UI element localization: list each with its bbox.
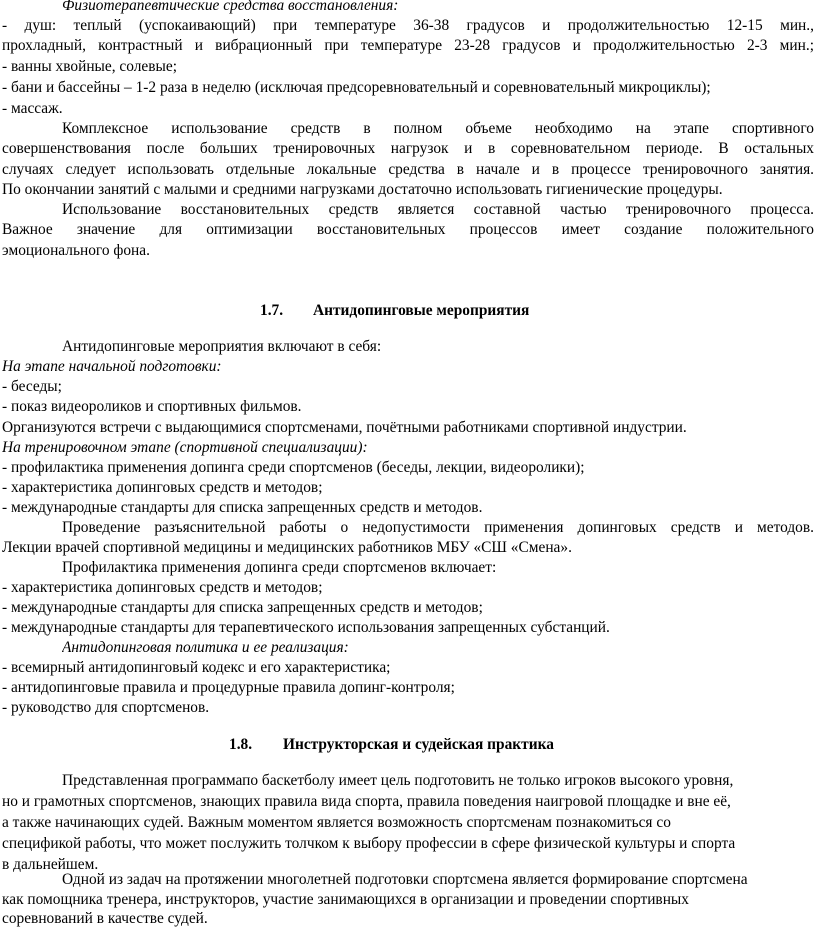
list-item: - показ видеороликов и спортивных фильмов. xyxy=(2,398,302,415)
recovery-paragraph-line: По окончании занятий с малыми и средними нагрузками достаточно использовать гигиенические процедуры. xyxy=(2,181,723,198)
section-1-7-number: 1.7. xyxy=(260,302,284,319)
list-item: - международные стандарты для списка запрещенных средств и методов. xyxy=(2,499,483,516)
list-item: - международные стандарты для терапевтического использования запрещенных субстанций. xyxy=(2,619,610,636)
list-item: - характеристика допинговых средств и методов; xyxy=(2,579,323,596)
recovery-paragraph-line: совершенствования после больших тренировочных нагрузок и в соревновательном периоде. В остальных xyxy=(2,140,814,157)
section-1-7-title: Антидопинговые мероприятия xyxy=(313,302,530,319)
practice-paragraph-line: в дальнейшем. xyxy=(2,856,99,873)
stage-title: На этапе начальной подготовки: xyxy=(2,358,222,375)
policy-title: Антидопинговая политика и ее реализация: xyxy=(62,639,349,656)
recovery-paragraph-line: случаях следует использовать отдельные локальные средства в начале и в процессе тренировочного занятия. xyxy=(2,161,814,178)
section-1-8-title: Инструкторская и судейская практика xyxy=(283,736,554,753)
list-item: - всемирный антидопинговый кодекс и его характеристика; xyxy=(2,659,391,676)
list-item: - характеристика допинговых средств и методов; xyxy=(2,479,323,496)
list-item: - международные стандарты для списка запрещенных средств и методов; xyxy=(2,599,483,616)
recovery-line: - бани и бассейны – 1-2 раза в неделю (исключая предсоревновательный и соревновательный микроциклы); xyxy=(2,79,711,96)
recovery-line: - душ: теплый (успокаивающий) при температуре 36-38 градусов и продолжительностью 12-15 мин., xyxy=(2,17,814,34)
practice-paragraph-line: Представленная программапо баскетболу имеет цель подготовить не только игроков высокого уровня, xyxy=(62,772,734,789)
list-item: - антидопинговые правила и процедурные правила допинг-контроля; xyxy=(2,679,455,696)
stage-title: На тренировочном этапе (спортивной специализации): xyxy=(2,439,368,456)
practice-paragraph-line: Одной из задач на протяжении многолетней подготовки спортсмена является формирование спортсмена xyxy=(62,871,748,888)
recovery-line: - ванны хвойные, солевые; xyxy=(2,58,177,75)
practice-paragraph-line: а также начинающих судей. Важным моментом является возможность спортсменам познакомиться со xyxy=(2,814,671,831)
recovery-line: - массаж. xyxy=(2,100,63,117)
practice-paragraph-line: спецификой работы, что может послужить толчком к выбору профессии в сфере физической культуры и спорта xyxy=(2,835,736,852)
list-item: - руководство для спортсменов. xyxy=(2,699,210,716)
practice-paragraph-line: как помощника тренера, инструкторов, участие занимающихся в организации и проведении спортивных xyxy=(2,891,689,908)
antidoping-intro: Антидопинговые мероприятия включают в себя: xyxy=(62,338,382,355)
practice-paragraph-line: но и грамотных спортсменов, знающих правила вида спорта, правила поведения наигровой площадке и вне её, xyxy=(2,793,731,810)
section-1-8-number: 1.8. xyxy=(229,736,253,753)
recovery-paragraph-line: Комплексное использование средств в полном объеме необходимо на этапе спортивного xyxy=(62,120,814,137)
prevention-intro: Профилактика применения допинга среди спортсменов включает: xyxy=(62,559,497,576)
recovery-heading: Физиотерапевтические средства восстановления: xyxy=(62,0,399,14)
list-item: - профилактика применения допинга среди спортсменов (беседы, лекции, видеоролики); xyxy=(2,459,585,476)
explain-line: Проведение разъяснительной работы о недопустимости применения допинговых средств и методов. xyxy=(62,519,814,536)
recovery-line: прохладный, контрастный и вибрационный при температуре 23-28 градусов и продолжительностью 2-3 мин.; xyxy=(2,37,814,54)
explain-line: Лекции врачей спортивной медицины и медицинских работников МБУ «СШ «Смена». xyxy=(2,539,572,556)
recovery-paragraph-line: эмоционального фона. xyxy=(2,242,150,259)
recovery-paragraph-line: Важное значение для оптимизации восстановительных процессов имеет создание положительного xyxy=(2,221,814,238)
practice-paragraph-line: соревнований в качестве судей. xyxy=(2,910,208,927)
recovery-paragraph-line: Использование восстановительных средств является составной частью тренировочного процесса. xyxy=(62,201,814,218)
list-item: - беседы; xyxy=(2,378,62,395)
stage-note: Организуются встречи с выдающимися спортсменами, почётными работниками спортивной индустрии. xyxy=(2,419,687,436)
